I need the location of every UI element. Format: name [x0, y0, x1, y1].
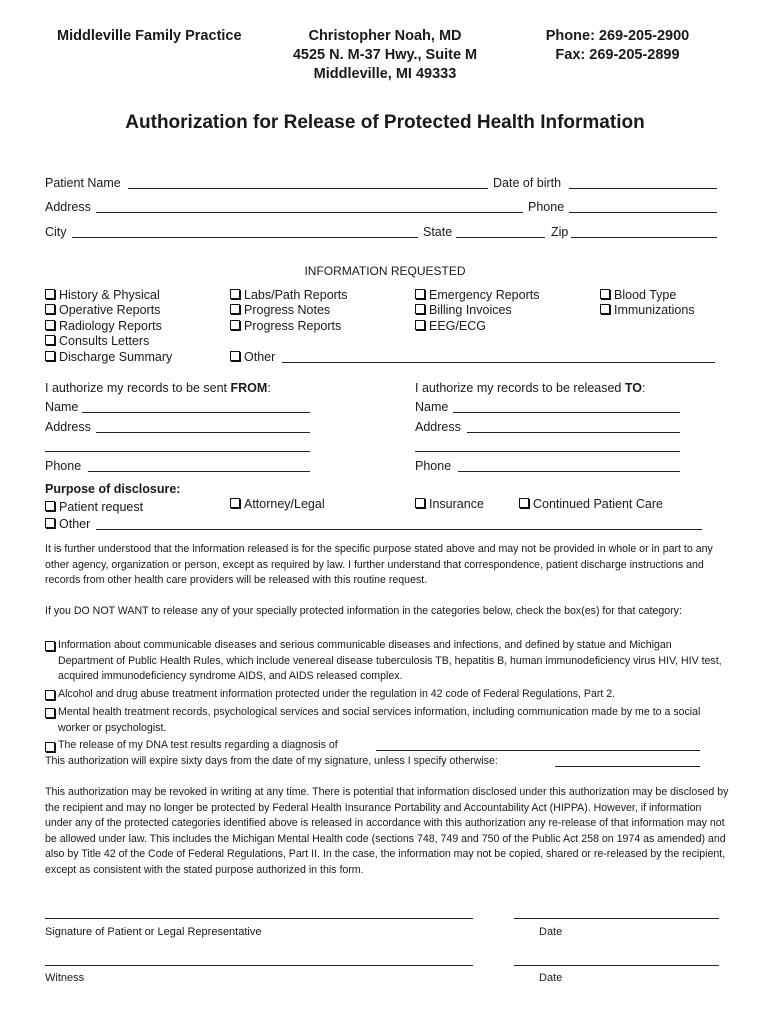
address-label: Address [45, 200, 91, 214]
witness-signature-field[interactable] [45, 965, 473, 966]
checkbox-label: Patient request [59, 500, 144, 514]
checkbox-communicable-diseases[interactable] [45, 638, 59, 656]
checkbox-label: History & Physical [59, 288, 160, 302]
to-address-field-2[interactable] [415, 451, 680, 452]
practice-name: Middleville Family Practice [57, 28, 242, 44]
dna-test-text: The release of my DNA test results regarding a diagnosis of [58, 739, 338, 751]
from-address-field-2[interactable] [45, 451, 310, 452]
checkbox-icon [45, 289, 55, 299]
from-address-label: Address [45, 420, 91, 434]
date-field-1[interactable] [514, 918, 719, 919]
from-label-bold: FROM [230, 381, 268, 395]
patient-signature-label: Signature of Patient or Legal Representative [45, 926, 262, 938]
release-statement: It is further understood that the information released is for the specific purpose stated above and may not be provided in whole or in part to any other agency, organization or person, except as required by law. I further understand that correspondence, patient discharge instructions and records from other health care providers will be released with this routine request. [45, 543, 713, 587]
to-name-field[interactable] [453, 412, 680, 413]
checkbox-label: EEG/ECG [429, 319, 486, 333]
checkbox-progress-reports[interactable] [230, 319, 341, 333]
checkbox-label: Other [244, 350, 276, 364]
checkbox-label: Operative Reports [59, 303, 161, 317]
checkbox-label: Continued Patient Care [533, 497, 663, 511]
to-address-label: Address [415, 420, 461, 434]
checkbox-icon [45, 320, 55, 330]
to-address-field[interactable] [467, 432, 680, 433]
checkbox-icon [230, 351, 240, 361]
info-requested-heading: INFORMATION REQUESTED [304, 264, 466, 278]
checkbox-mental-health[interactable] [45, 705, 59, 723]
alcohol-drug-text: Alcohol and drug abuse treatment information protected under the regulation in 42 code of Federal Regulations, Part 2. [58, 688, 616, 700]
checkbox-icon [230, 320, 240, 330]
checkbox-icon [45, 351, 55, 361]
purpose-other-field[interactable] [96, 529, 702, 530]
to-label-bold: TO [624, 381, 642, 395]
checkbox-icon [230, 304, 240, 314]
checkbox-icon [45, 690, 55, 700]
witness-label: Witness [45, 972, 85, 984]
checkbox-patient-request[interactable] [45, 500, 143, 514]
checkbox-label: Consults Letters [59, 334, 150, 348]
purpose-heading: Purpose of disclosure: [45, 482, 181, 496]
state-field[interactable] [456, 237, 545, 238]
checkbox-history-physical[interactable] [45, 288, 160, 302]
practice-address-line2: Middleville, MI 49333 [313, 66, 457, 82]
checkbox-blood-type[interactable] [600, 288, 676, 302]
checkbox-icon [415, 498, 425, 508]
checkbox-other-info[interactable] [230, 350, 275, 364]
from-label [45, 381, 271, 395]
from-label-colon: : [267, 381, 271, 395]
checkbox-icon [45, 501, 55, 511]
checkbox-label: Radiology Reports [59, 319, 162, 333]
checkbox-label: Billing Invoices [429, 303, 512, 317]
checkbox-icon [600, 304, 610, 314]
to-phone-label: Phone [415, 459, 452, 473]
patient-phone-label: Phone [528, 200, 565, 214]
checkbox-icon [415, 304, 425, 314]
practice-phone: Phone: 269-205-2900 [545, 28, 690, 44]
dob-label: Date of birth [493, 176, 562, 190]
checkbox-label: Progress Reports [244, 319, 342, 333]
patient-phone-field[interactable] [569, 212, 717, 213]
checkbox-continued-care[interactable] [519, 497, 663, 511]
dna-diagnosis-field[interactable] [376, 750, 700, 751]
checkbox-billing-invoices[interactable] [415, 303, 512, 317]
checkbox-icon [45, 304, 55, 314]
from-phone-label: Phone [45, 459, 82, 473]
from-label-text: I authorize my records to be sent [45, 381, 231, 395]
city-field[interactable] [72, 237, 418, 238]
other-info-field[interactable] [282, 362, 715, 363]
checkbox-label: Labs/Path Reports [244, 288, 348, 302]
to-label-text: I authorize my records to be released [415, 381, 625, 395]
revocation-statement: This authorization may be revoked in writing at any time. There is potential that information disclosed under this authorization may be disclosed by the recipient and may no longer be protected by Federal Health Insurance Portability and Accountability Act (HIPPA). However, if information under any of the protected categories identified above is released in accordance with this authorization any re-release of that information may not be allowed under law. This includes the Michigan Mental Health code (sections 748, 749 and 750 of the Public Act 258 on 1974 as amended) and also by Title 42 of the Code of Federal Regulations, Part II. In the case, the information may not be copied, shared or re-released by the recipient, except as consistent with the stated purpose authorized in this form. [45, 786, 729, 876]
checkbox-purpose-other[interactable] [45, 517, 90, 531]
mental-health-text: Mental health treatment records, psychological services and social services information, including communication made by me to a social worker or psychologist. [58, 706, 701, 734]
checkbox-label: Progress Notes [244, 303, 331, 317]
checkbox-emergency-reports[interactable] [415, 288, 539, 302]
checkbox-label: Emergency Reports [429, 288, 540, 302]
address-field[interactable] [96, 212, 523, 213]
practice-fax: Fax: 269-205-2899 [555, 47, 680, 63]
checkbox-attorney-legal[interactable] [230, 497, 325, 511]
checkbox-progress-notes[interactable] [230, 303, 330, 317]
checkbox-label: Discharge Summary [59, 350, 173, 364]
date-label-2: Date [539, 972, 563, 984]
zip-field[interactable] [571, 237, 717, 238]
to-name-label: Name [415, 400, 449, 414]
patient-signature-field[interactable] [45, 918, 473, 919]
city-label: City [45, 225, 67, 239]
checkbox-icon [519, 498, 529, 508]
checkbox-icon [230, 498, 240, 508]
checkbox-operative-reports[interactable] [45, 303, 160, 317]
checkbox-icon [415, 320, 425, 330]
checkbox-label: Blood Type [614, 288, 677, 302]
checkbox-icon [230, 289, 240, 299]
date-label-1: Date [539, 926, 563, 938]
checkbox-label: Other [59, 517, 91, 531]
zip-label: Zip [551, 225, 569, 239]
expiration-field[interactable] [555, 766, 700, 767]
checkbox-label: Insurance [429, 497, 484, 511]
checkbox-icon [45, 641, 55, 651]
checkbox-label: Attorney/Legal [244, 497, 325, 511]
checkbox-labs-path[interactable] [230, 288, 348, 302]
checkbox-icon [415, 289, 425, 299]
checkbox-consults-letters[interactable] [45, 334, 149, 348]
practice-address-line1: 4525 N. M-37 Hwy., Suite M [292, 47, 478, 63]
checkbox-icon [600, 289, 610, 299]
form-title: Authorization for Release of Protected Health Information [125, 112, 645, 133]
expiration-text: This authorization will expire sixty days from the date of my signature, unless I specify otherwise: [45, 755, 498, 767]
checkbox-icon [45, 708, 55, 718]
checkbox-label: Immunizations [614, 303, 695, 317]
to-phone-field[interactable] [458, 471, 680, 472]
checkbox-radiology-reports[interactable] [45, 319, 162, 333]
checkbox-icon [45, 742, 55, 752]
from-name-label: Name [45, 400, 79, 414]
to-label [415, 381, 645, 395]
patient-name-field[interactable] [128, 188, 488, 189]
checkbox-icon [45, 335, 55, 345]
checkbox-alcohol-drug[interactable] [45, 687, 59, 705]
state-label: State [423, 225, 453, 239]
checkbox-immunizations[interactable] [600, 303, 695, 317]
doctor-name: Christopher Noah, MD [308, 28, 462, 44]
checkbox-discharge-summary[interactable] [45, 350, 172, 364]
communicable-diseases-text: Information about communicable diseases and serious communicable diseases and infections, and defined by statue and Michigan Department of Public Health Rules, which include venereal disease tuberculosis TB, hepatitis B, human immunodeficiency virus HIV, HIV test, acquired immunodeficiency syndrome AIDS, and AIDS released complex. [58, 639, 722, 683]
checkbox-eeg-ecg[interactable] [415, 319, 486, 333]
checkbox-insurance[interactable] [415, 497, 484, 511]
from-name-field[interactable] [82, 412, 310, 413]
to-label-colon: : [641, 381, 646, 395]
date-field-2[interactable] [514, 965, 719, 966]
from-phone-field[interactable] [88, 471, 310, 472]
checkbox-icon [45, 518, 55, 528]
dob-field[interactable] [569, 188, 717, 189]
patient-name-label: Patient Name [45, 176, 121, 190]
protected-info-intro: If you DO NOT WANT to release any of your specially protected information in the categories below, check the box(es) for that category: [45, 605, 682, 617]
from-address-field[interactable] [96, 432, 310, 433]
